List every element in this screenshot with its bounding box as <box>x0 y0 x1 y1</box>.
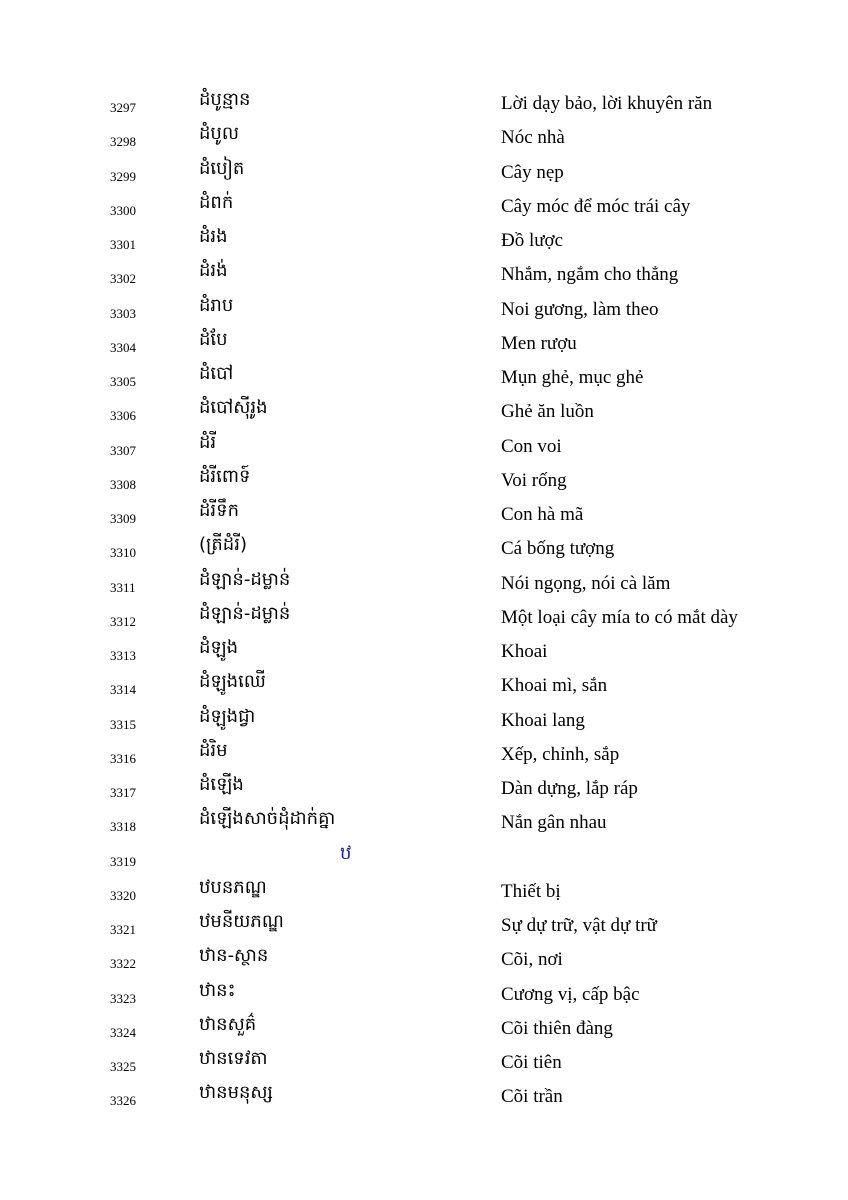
entry-row <box>0 360 848 394</box>
entry-list <box>0 86 848 1114</box>
entry-row <box>0 463 848 497</box>
khmer-term: ដំឡាន់-ដម្លាន់ <box>199 602 291 624</box>
entry-row <box>0 771 848 805</box>
vietnamese-definition: Lời dạy bảo, lời khuyên răn <box>501 93 713 114</box>
khmer-term: ដំរីពោទ៍ <box>199 465 251 487</box>
vietnamese-definition: Cây móc để móc trái cây <box>501 195 691 217</box>
khmer-term: ឋានះ <box>199 979 236 1001</box>
entry-number: 3305 <box>110 374 136 389</box>
khmer-term: ដំឡើង <box>199 774 244 795</box>
entry-number: 3297 <box>110 100 136 115</box>
khmer-term: ឋានមនុស្ស <box>199 1082 273 1104</box>
vietnamese-definition: Men rượu <box>501 332 577 354</box>
khmer-term: ដំរី <box>199 431 217 453</box>
entry-row <box>0 155 848 189</box>
vietnamese-definition: Nóc nhà <box>501 127 565 149</box>
khmer-term: ដំបៀត <box>199 157 245 179</box>
vietnamese-definition: Nói ngọng, nói cà lăm <box>501 572 671 594</box>
khmer-term: ដំឡាន់-ដម្លាន់ <box>199 568 291 590</box>
vietnamese-definition: Nhắm, ngắm cho thẳng <box>501 264 679 286</box>
vietnamese-definition: Cây nẹp <box>501 161 564 183</box>
entry-number: 3310 <box>110 545 136 561</box>
entry-row <box>0 326 848 360</box>
entry-number: 3306 <box>110 408 136 424</box>
entry-row <box>0 805 848 839</box>
vietnamese-definition: Cương vị, cấp bậc <box>501 983 640 1005</box>
entry-row <box>0 497 848 531</box>
vietnamese-definition: Một loại cây mía to có mắt dày <box>501 606 738 628</box>
entry-number: 3316 <box>110 750 136 766</box>
khmer-term: ឋបនភណ្ឌ <box>199 876 267 898</box>
vietnamese-definition: Thiết bị <box>501 880 561 902</box>
entry-number: 3318 <box>110 819 136 835</box>
khmer-term: ឋមនីយភណ្ឌ <box>199 911 284 932</box>
entry-number: 3320 <box>110 887 136 903</box>
entry-number: 3303 <box>110 305 136 321</box>
vietnamese-definition: Khoai mì, sắn <box>501 675 608 697</box>
entry-number: 3298 <box>110 134 136 150</box>
vietnamese-definition: Xếp, chỉnh, sắp <box>501 743 620 765</box>
khmer-term: ឋានទេវតា <box>199 1048 268 1069</box>
entry-number: 3299 <box>110 168 136 184</box>
vietnamese-definition: Mụn ghẻ, mục ghẻ <box>501 367 644 388</box>
khmer-term: ដំពក់ <box>199 191 234 213</box>
entry-row <box>0 668 848 702</box>
entry-row <box>0 292 848 326</box>
entry-number: 3302 <box>110 271 136 287</box>
vietnamese-definition: Con voi <box>501 435 562 457</box>
khmer-term: ដំឡូងឈើ <box>199 671 266 693</box>
entry-number: 3319 <box>110 853 136 869</box>
entry-number: 3313 <box>110 648 136 663</box>
khmer-term: ដំបូន្មាន <box>199 89 251 110</box>
entry-number: 3323 <box>110 990 136 1006</box>
entry-row <box>0 86 848 120</box>
entry-row <box>0 600 848 634</box>
entry-number: 3301 <box>110 237 136 252</box>
entry-number: 3321 <box>110 922 136 937</box>
khmer-term: ដំឡូងជ្វា <box>199 705 256 727</box>
khmer-term: (ត្រីដំរី) <box>199 534 247 556</box>
entry-row <box>0 942 848 976</box>
entry-number: 3308 <box>110 476 136 492</box>
khmer-term: ដំរង <box>199 226 228 247</box>
entry-row <box>0 429 848 463</box>
entry-row <box>0 189 848 223</box>
vietnamese-definition: Nắn gân nhau <box>501 812 607 834</box>
khmer-term: ដំបូល <box>199 123 239 145</box>
entry-row <box>0 531 848 565</box>
khmer-term: ដំឡើងសាច់ដុំដាក់គ្នា <box>199 808 336 830</box>
vietnamese-definition: Noi gương, làm theo <box>501 298 659 320</box>
vietnamese-definition: Đồ lược <box>501 230 564 251</box>
vietnamese-definition: Sự dự trữ, vật dự trữ <box>501 915 657 936</box>
entry-number: 3304 <box>110 339 136 355</box>
khmer-term: ដំបែ <box>199 328 228 350</box>
entry-number: 3311 <box>110 579 136 595</box>
entry-row <box>0 977 848 1011</box>
khmer-term: ដំរីទឹក <box>199 500 239 521</box>
vietnamese-definition: Cõi thiên đàng <box>501 1017 613 1039</box>
entry-row <box>0 874 848 908</box>
entry-number: 3309 <box>110 511 136 526</box>
entry-row <box>0 394 848 428</box>
khmer-term: ដំរិម <box>199 739 228 761</box>
entry-row <box>0 703 848 737</box>
entry-row <box>0 223 848 257</box>
entry-row <box>0 1079 848 1113</box>
khmer-term: ដំរង់ <box>199 260 228 282</box>
entry-row <box>0 257 848 291</box>
vietnamese-definition: Cá bống tượng <box>501 538 615 560</box>
vietnamese-definition: Voi rống <box>501 469 567 491</box>
entry-number: 3307 <box>110 442 136 458</box>
entry-number: 3312 <box>110 613 136 629</box>
entry-number: 3314 <box>110 682 136 698</box>
entry-row <box>0 566 848 600</box>
entry-number: 3325 <box>110 1059 136 1074</box>
section-letter: ឋ <box>340 842 352 864</box>
vietnamese-definition: Cõi tiên <box>501 1052 562 1073</box>
vietnamese-definition: Khoai lang <box>501 709 585 731</box>
entry-row <box>0 634 848 668</box>
entry-row <box>0 120 848 154</box>
khmer-term: ឋានសួគ៌ <box>199 1013 257 1035</box>
vietnamese-definition: Cõi, nơi <box>501 949 563 971</box>
khmer-term: ដំឡូង <box>199 637 239 658</box>
entry-number: 3326 <box>110 1093 136 1109</box>
entry-row <box>0 908 848 942</box>
entry-number: 3324 <box>110 1024 136 1040</box>
entry-number: 3322 <box>110 956 136 972</box>
vietnamese-definition: Con hà mã <box>501 504 584 525</box>
vietnamese-definition: Ghẻ ăn luồn <box>501 401 594 423</box>
khmer-term: ឋាន-ស្ថាន <box>199 945 269 967</box>
entry-row <box>0 737 848 771</box>
entry-row <box>0 1045 848 1079</box>
vietnamese-definition: Dàn dựng, lắp ráp <box>501 778 638 799</box>
entry-number: 3300 <box>110 202 136 218</box>
khmer-term: ដំរាប <box>199 294 234 316</box>
entry-row <box>0 1011 848 1045</box>
section-heading-row <box>0 840 848 874</box>
khmer-term: ដំបៅ <box>199 363 234 384</box>
khmer-term: ដំបៅស៊ីរូង <box>199 397 268 419</box>
vietnamese-definition: Cõi trần <box>501 1086 563 1108</box>
entry-number: 3315 <box>110 716 136 732</box>
entry-number: 3317 <box>110 785 136 800</box>
vietnamese-definition: Khoai <box>501 641 548 662</box>
